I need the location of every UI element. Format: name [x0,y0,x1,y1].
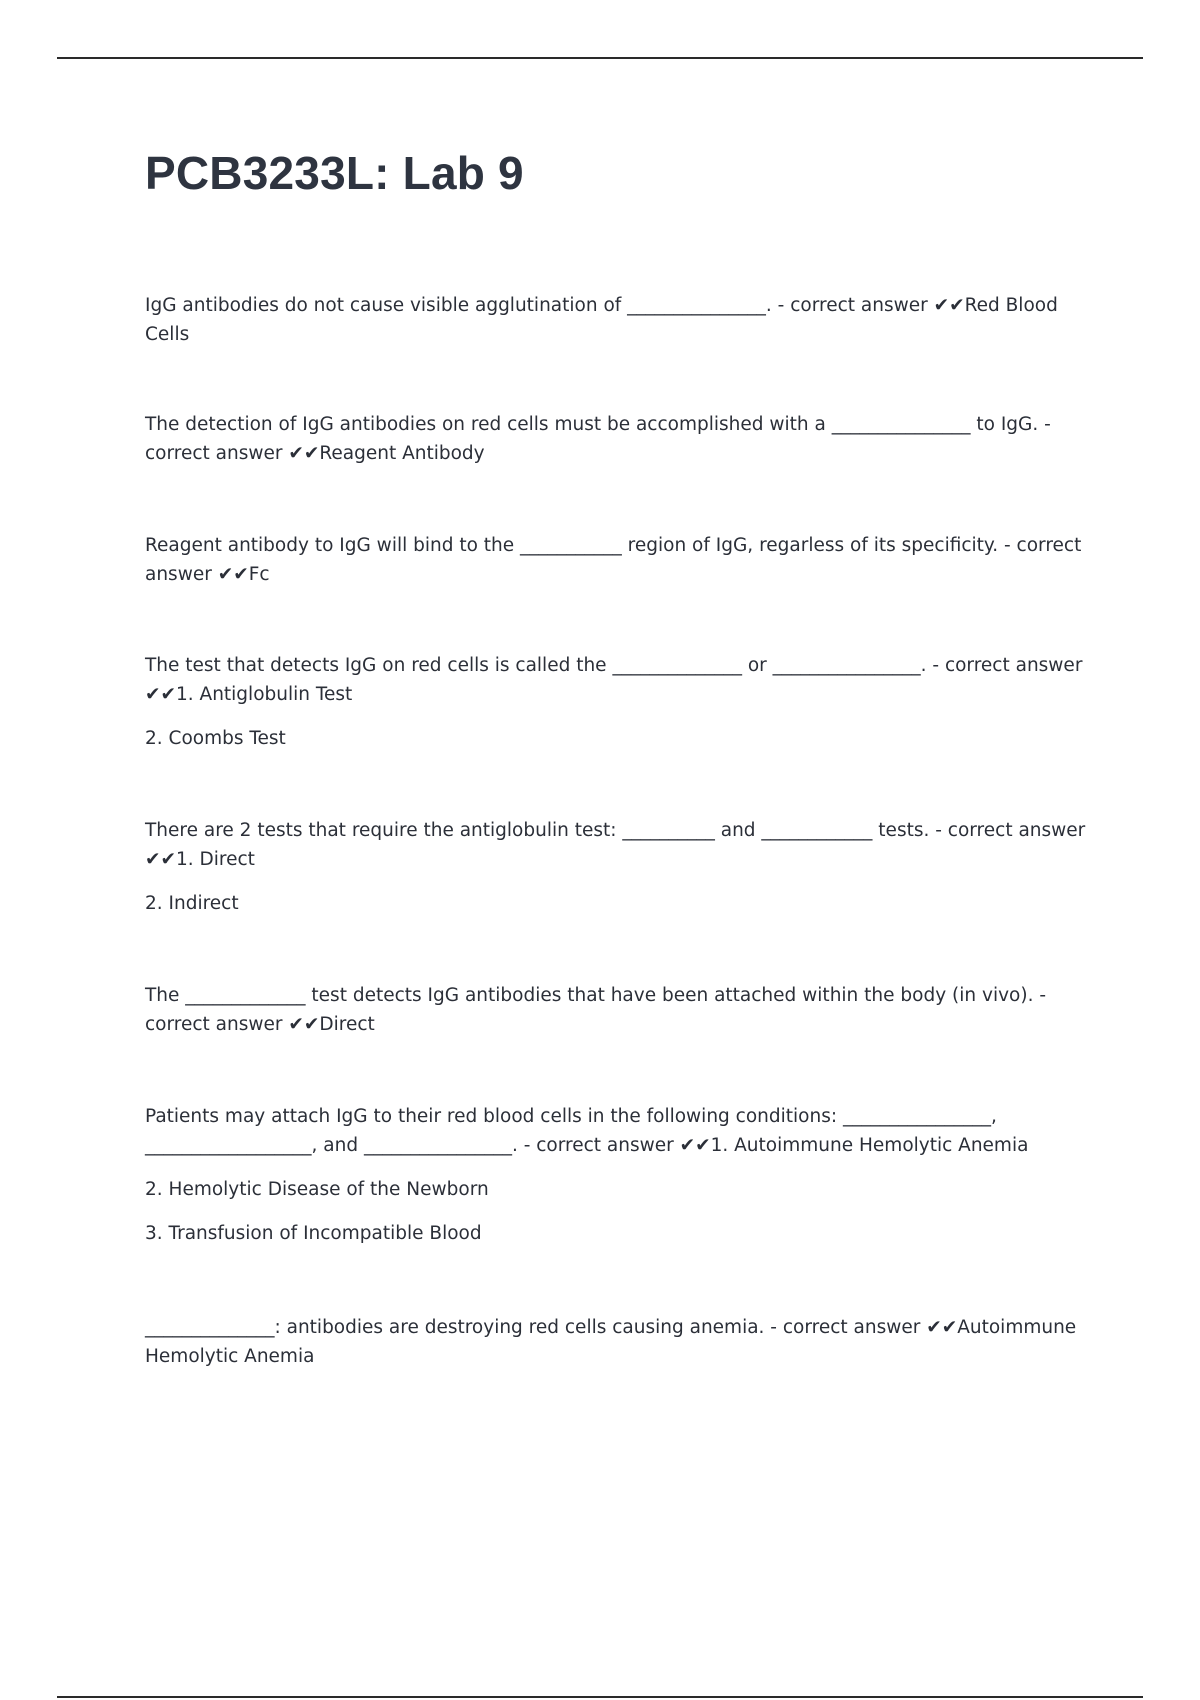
qa-item-answer-line: 2. Indirect [145,893,239,914]
qa-item-answer-line: 2. Hemolytic Disease of the Newborn [145,1179,489,1200]
qa-item-answer-line: 2. Coombs Test [145,728,286,749]
qa-item-text: Reagent antibody to IgG will bind to the ___________ region of IgG, regarless of its specificity. - correct answer ✔✔Fc [145,535,1082,585]
qa-item-6 [145,981,1090,1039]
qa-item-8 [145,1313,1090,1371]
qa-item-answer-line: 3. Transfusion of Incompatible Blood [145,1223,482,1244]
qa-item-text: The test that detects IgG on red cells is called the ______________ or ________________. - correct answer ✔✔1. Antiglobulin Test [145,655,1083,705]
qa-item-3 [145,531,1090,589]
qa-item-text: IgG antibodies do not cause visible agglutination of _______________. - correct answer ✔✔Red Blood Cells [145,295,1058,345]
qa-item-5 [145,816,1090,918]
qa-item-1 [145,291,1090,349]
qa-item-text: Patients may attach IgG to their red blood cells in the following conditions: ________________, __________________, and ________________. - correct answer ✔✔1. Autoimmune Hemolytic Anemia [145,1106,1029,1156]
qa-item-text: The detection of IgG antibodies on red cells must be accomplished with a _______________ to IgG. - correct answer ✔✔Reagent Antibody [145,414,1051,464]
qa-item-text: The _____________ test detects IgG antibodies that have been attached within the body (in vivo). - correct answer ✔✔Direct [145,985,1047,1035]
qa-item-4 [145,651,1090,753]
top-divider [57,57,1143,59]
qa-item-2 [145,410,1090,468]
bottom-divider [57,1696,1143,1698]
page-title: PCB3233L: Lab 9 [145,147,524,199]
qa-item-text: ______________: antibodies are destroying red cells causing anemia. - correct answer ✔✔Autoimmune Hemolytic Anemia [145,1317,1077,1367]
qa-item-text: There are 2 tests that require the antiglobulin test: __________ and ____________ tests. - correct answer ✔✔1. Direct [145,820,1086,870]
qa-item-7 [145,1102,1090,1248]
